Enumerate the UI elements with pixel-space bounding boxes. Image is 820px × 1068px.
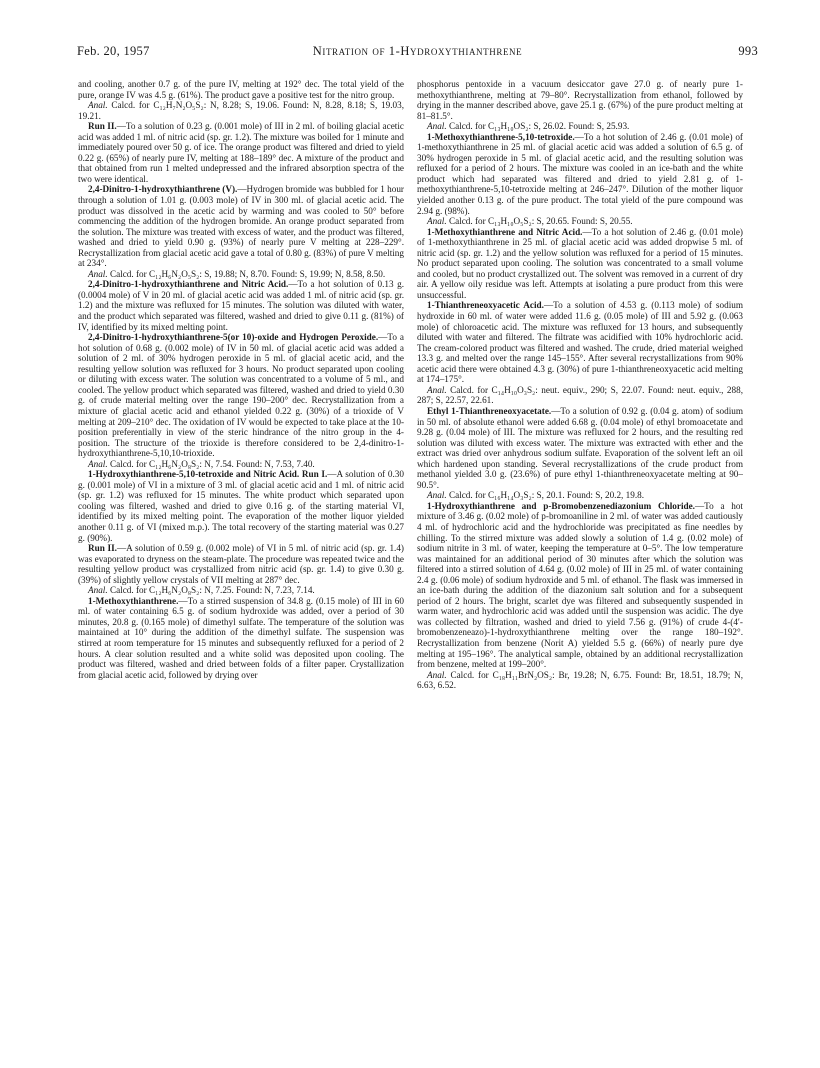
- paragraph-text: Calcd. for C₁₈H₁₁BrN₂OS₂: Br, 19.28; N, 6.75. Found: Br, 18.51, 18.79; N, 6.63, 6.52.: [417, 669, 743, 691]
- paragraph-heading: 1-Methoxythianthrene and Nitric Acid.: [427, 226, 583, 237]
- paragraph-heading: 2,4-Dinitro-1-hydroxythianthrene (V).: [88, 184, 238, 195]
- analysis-label: Anal.: [427, 490, 447, 501]
- paragraph-heading: 2,4-Dinitro-1-hydroxythianthrene and Nitric Acid.: [88, 279, 289, 290]
- analysis-paragraph: [78, 269, 404, 280]
- procedure-paragraph: [417, 132, 743, 216]
- analysis-paragraph: [78, 100, 404, 121]
- analysis-label: Anal.: [88, 585, 108, 596]
- paragraph-text: Calcd. for C₁₃H₁₀O₅S₂: S, 20.65. Found: S, 20.55.: [446, 216, 633, 227]
- analysis-paragraph: [417, 490, 743, 501]
- procedure-paragraph: [417, 406, 743, 490]
- analysis-paragraph: [417, 121, 743, 132]
- paragraph-text: Calcd. for C₁₂H₆N₂O₅S₂: S, 19.88; N, 8.70. Found: S, 19.99; N, 8.58, 8.50.: [107, 268, 386, 279]
- analysis-label: Anal.: [88, 100, 108, 111]
- analysis-label: Anal.: [427, 121, 447, 132]
- analysis-paragraph: [78, 459, 404, 470]
- right-column: [417, 79, 743, 1039]
- paragraph-text: —To a hot solution of 0.13 g. (0.0004 mole) of V in 20 ml. of glacial acetic acid was added 1 ml. of nitric acid (sp. gr. 1.2) and the mixture was refluxed for 15 minutes. The solution was diluted with water, and the product which separated was filtered, washed and dried to give 0.11 g. (81%) of IV, identified by its mixed melting point.: [78, 279, 404, 332]
- procedure-paragraph: [78, 469, 404, 543]
- paragraph-text: —To a solution of 0.23 g. (0.001 mole) of III in 2 ml. of boiling glacial acetic acid was added 1 ml. of nitric acid (sp. gr. 1.2). The mixture was boiled for 1 minute and immediately poured over 50 g. of ice. The orange product was filtered and dried to yield 0.22 g. (65%) of nearly pure IV, melting at 188–189° dec. A mixture of the product and that obtained from run 1 melted undepressed and the infrared absorption spectra of the two were identical.: [78, 121, 404, 184]
- analysis-paragraph: [417, 670, 743, 691]
- paragraph-heading: Run II.: [88, 121, 117, 132]
- paragraph-text: Calcd. for C₁₂H₆N₂O₈S₂: N, 7.54. Found: N, 7.53, 7.40.: [107, 458, 315, 469]
- analysis-label: Anal.: [427, 669, 447, 680]
- paragraph-heading: Ethyl 1-Thianthreneoxyacetate.: [427, 405, 552, 416]
- running-header: [77, 44, 758, 60]
- paragraph-heading: 1-Hydroxythianthrene and p-Bromobenzenediazonium Chloride.: [427, 500, 695, 511]
- paragraph-text: Calcd. for C₁₂H₆N₂O₈S₂: N, 7.25. Found: N, 7.23, 7.14.: [107, 585, 315, 596]
- procedure-paragraph: [78, 279, 404, 332]
- body-paragraph: [78, 79, 404, 100]
- procedure-paragraph: [417, 300, 743, 384]
- paragraph-text: —To a stirred suspension of 34.8 g. (0.15 mole) of III in 60 ml. of water containing 6.5 g. of sodium hydroxide was added, over a period of 30 minutes, 20.8 g. (0.165 mole) of dimethyl sulfate. The temperature of the solution was maintained at 10° during the addition of the dimethyl sulfate. The suspension was stirred at room temperature for 15 minutes and subsequently refluxed for a period of 2 hours. A clear solution resulted and a white solid was deposited upon cooling. The product was filtered, washed and dried between folds of a filter paper. Crystallization from glacial acetic acid, followed by drying over: [78, 595, 404, 680]
- paragraph-text: —A solution of 0.59 g. (0.002 mole) of VI in 5 ml. of nitric acid (sp. gr. 1.4) was evaporated to dryness on the steam-plate. The procedure was repeated twice and the resulting yellow product was crystallized from nitric acid (sp. gr. 1.4) to give 0.30 g. (39%) of slightly yellow crystals of VII melting at 287° dec.: [78, 543, 404, 585]
- analysis-label: Anal.: [427, 384, 447, 395]
- paragraph-heading: 1-Methoxythianthrene-5,10-tetroxide.: [427, 131, 575, 142]
- paragraph-text: phosphorus pentoxide in a vacuum desiccator gave 27.0 g. of nearly pure 1-methoxythianthrene, melting at 79–80°. Recrystallization from ethanol, followed by drying in the manner described above, gave 25.1 g. (67%) of the pure product melting at 81–81.5°.: [417, 79, 743, 121]
- paragraph-text: Calcd. for C₁₃H₁₀OS₂: S, 26.02. Found: S, 25.93.: [446, 121, 630, 132]
- procedure-paragraph: [417, 227, 743, 301]
- paragraph-text: Calcd. for C₁₆H₁₄O₃S₂: S, 20.1. Found: S, 20.2, 19.8.: [446, 490, 645, 501]
- header-date: Feb. 20, 1957: [77, 44, 150, 58]
- paragraph-text: —Hydrogen bromide was bubbled for 1 hour through a solution of 1.01 g. (0.003 mole) of IV in 300 ml. of glacial acetic acid. The product was dissolved in the acetic acid by warming and was cooled to 50° before commencing the addition of the hydrogen bromide. An orange product separated from the solution. The mixture was treated with excess of water, and the product was filtered, washed and dried to yield 0.90 g. (93%) of nearly pure V melting at 228–229°. Recrystallization from glacial acetic acid gave a total of 0.80 g. (83%) of pure V melting at 234°.: [78, 184, 404, 269]
- paragraph-text: —To a solution of 4.53 g. (0.113 mole) of sodium hydroxide in 60 ml. of water were added 11.6 g. (0.05 mole) of III and 5.92 g. (0.063 mole) of chloroacetic acid. The mixture was refluxed for 13 hours, and subsequently diluted with water and filtered. The filtrate was acidified with 10% hydrochloric acid. The cream-colored product was filtered and washed. The crude, dried material weighed 13.3 g. and melted over the range 145–155°. After several recrystallizations from 90% acetic acid there were obtained 4.3 g. (30%) of pure 1-thianthreneoxyacetic acid melting at 174–175°.: [417, 300, 743, 385]
- paragraph-heading: 2,4-Dinitro-1-hydroxythianthrene-5(or 10)-oxide and Hydrogen Peroxide.: [88, 332, 379, 343]
- analysis-paragraph: [417, 216, 743, 227]
- paragraph-heading: Run II.: [88, 543, 117, 554]
- paragraph-heading: 1-Thianthreneoxyacetic Acid.: [427, 300, 544, 311]
- analysis-label: Anal.: [427, 216, 447, 227]
- analysis-paragraph: [78, 585, 404, 596]
- paragraph-heading: 1-Methoxythianthrene.: [88, 595, 179, 606]
- analysis-label: Anal.: [88, 458, 108, 469]
- paragraph-text: and cooling, another 0.7 g. of the pure IV, melting at 192° dec. The total yield of the pure, orange IV was 4.5 g. (61%). The product gave a positive test for the nitro group.: [78, 79, 404, 100]
- procedure-paragraph: [78, 184, 404, 268]
- header-page-number: 993: [738, 44, 758, 58]
- left-column: [78, 79, 404, 1039]
- procedure-paragraph: [78, 543, 404, 585]
- paragraph-heading: 1-Hydroxythianthrene-5,10-tetroxide and Nitric Acid. Run I.: [88, 469, 328, 480]
- body-paragraph: [417, 79, 743, 121]
- paragraph-text: —To a solution of 0.92 g. (0.04 g. atom) of sodium in 50 ml. of absolute ethanol were added 6.68 g. (0.04 mole) of ethyl bromoacetate and 9.28 g. (0.04 mole) of III. The mixture was refluxed for 2 hours, and the resulting red solution was diluted with excess water. The mixture was extracted with ether and the extract was dried over anhydrous sodium sulfate. Evaporation of the solvent left an oil which hardened upon standing. Several recrystallizations of the crude product from methanol yielded 3.0 g. (23.6%) of pure ethyl 1-thianthreneoxyacetate melting at 90–90.5°.: [417, 405, 743, 490]
- procedure-paragraph: [417, 501, 743, 670]
- paragraph-text: Calcd. for C₁₂H₇N₂O₅S₂: N, 8.28; S, 19.06. Found: N, 8.28, 8.18; S, 19.03, 19.21.: [78, 100, 404, 121]
- paragraph-text: Calcd. for C₁₄H₁₀O₃S₂: neut. equiv., 290; S, 22.07. Found: neut. equiv., 288, 287; S, 22.57, 22.61.: [417, 384, 743, 406]
- paragraph-text: —A solution of 0.30 g. (0.001 mole) of VI in a mixture of 3 ml. of glacial acetic acid and 1 ml. of nitric acid (sp. gr. 1.2) was refluxed for 15 minutes. The white product which separated upon cooling was filtered, washed and dried to give 0.16 g. of the starting material VI, identified by its mixed melting point. The evaporation of the mother liquor yielded another 0.11 g. of VI (mixed m.p.). The total recovery of the starting material was 0.27 g. (90%).: [78, 469, 404, 543]
- analysis-paragraph: [417, 385, 743, 406]
- paragraph-text: —To a hot solution of 0.68 g. (0.002 mole) of IV in 50 ml. of glacial acetic acid was added a solution of 2 ml. of 30% hydrogen peroxide in 5 ml. of glacial acetic acid, and the resulting yellow solution was refluxed for 3 hours. No product separated upon cooling or diluting with excess water. The solution was concentrated to a volume of 5 ml., and cooled. The yellow product which separated was filtered, washed and dried to yield 0.30 g. of crude material melting over the range 190–200° dec. Recrystallization from a mixture of glacial acetic acid and ethanol yielded 0.22 g. (30%) of a trioxide of V melting at 209–210° dec. The oxidation of IV would be expected to take place at the 10-position preferentially in view of the steric hindrance of the nitro group in the 4-position. The structure of the trioxide is therefore considered to be 2,4-dinitro-1-hydroxythianthrene-5,10,10-trioxide.: [78, 332, 404, 459]
- header-title: Nitration of 1-Hydroxythianthrene: [312, 44, 523, 58]
- analysis-label: Anal.: [88, 268, 108, 279]
- procedure-paragraph: [78, 332, 404, 459]
- paragraph-text: —To a hot mixture of 3.46 g. (0.02 mole) of p-bromoaniline in 2 ml. of water was added cautiously 4 ml. of hydrochloric acid and the hydrochloride was precipitated as fine needles by chilling. To the stirred mixture was added slowly a solution of 1.4 g. (0.02 mole) of sodium nitrite in 3 ml. of water, keeping the temperature at 0–5°. The low temperature was maintained for an additional period of 30 minutes after which the solution was filtered into a stirred solution of 4.64 g. (0.02 mole) of III in 25 ml. of water containing 2.4 g. (0.06 mole) of sodium hydroxide and 5 ml. of ethanol. The flask was immersed in an ice-bath during the addition of the diazonium salt solution and for a subsequent period of 2 hours. The bright, scarlet dye was filtered and subsequently suspended in warm water, and hydrochloric acid was added until the suspension was acidic. The dye was collected by filtration, washed and dried to yield 7.56 g. (91%) of crude 4-(4′-bromobenzeneazo)-1-hydroxythianthrene melting over the range 180–192°. Recrystallization from benzene (Norit A) yielded 5.5 g. (66%) of nearly pure dye melting at 195–196°. The analytical sample, obtained by an additional recrystallization from benzene, melted at 199–200°.: [417, 500, 743, 670]
- procedure-paragraph: [78, 596, 404, 680]
- procedure-paragraph: [78, 121, 404, 184]
- paragraph-text: —To a hot solution of 2.46 g. (0.01 mole) of 1-methoxythianthrene in 25 ml. of glacial acetic acid was added a solution of 6.5 g. of 30% hydrogen peroxide in 5 ml. of glacial acetic acid, and the resulting solution was refluxed for a period of 2 hours. The mixture was cooled in an ice-bath and the white product which had separated was filtered and dried to yield 2.81 g. of 1-methoxythianthrene-5,10-tetroxide melting at 246–247°. Dilution of the mother liquor yielded another 0.13 g. of the pure product. The total yield of the pure compound was 2.94 g. (98%).: [417, 131, 743, 216]
- paragraph-text: —To a hot solution of 2.46 g. (0.01 mole) of 1-methoxythianthrene in 25 ml. of glacial acetic acid was added dropwise 5 ml. of nitric acid (sp. gr. 1.2) and the yellow solution was refluxed for a period of 15 minutes. No product separated upon cooling. The solution was concentrated to a small volume and cooled, but no product crystallized out. The solvent was removed in a current of dry air. A yellow oily residue was left. Attempts at isolating a pure product from this were unsuccessful.: [417, 226, 743, 300]
